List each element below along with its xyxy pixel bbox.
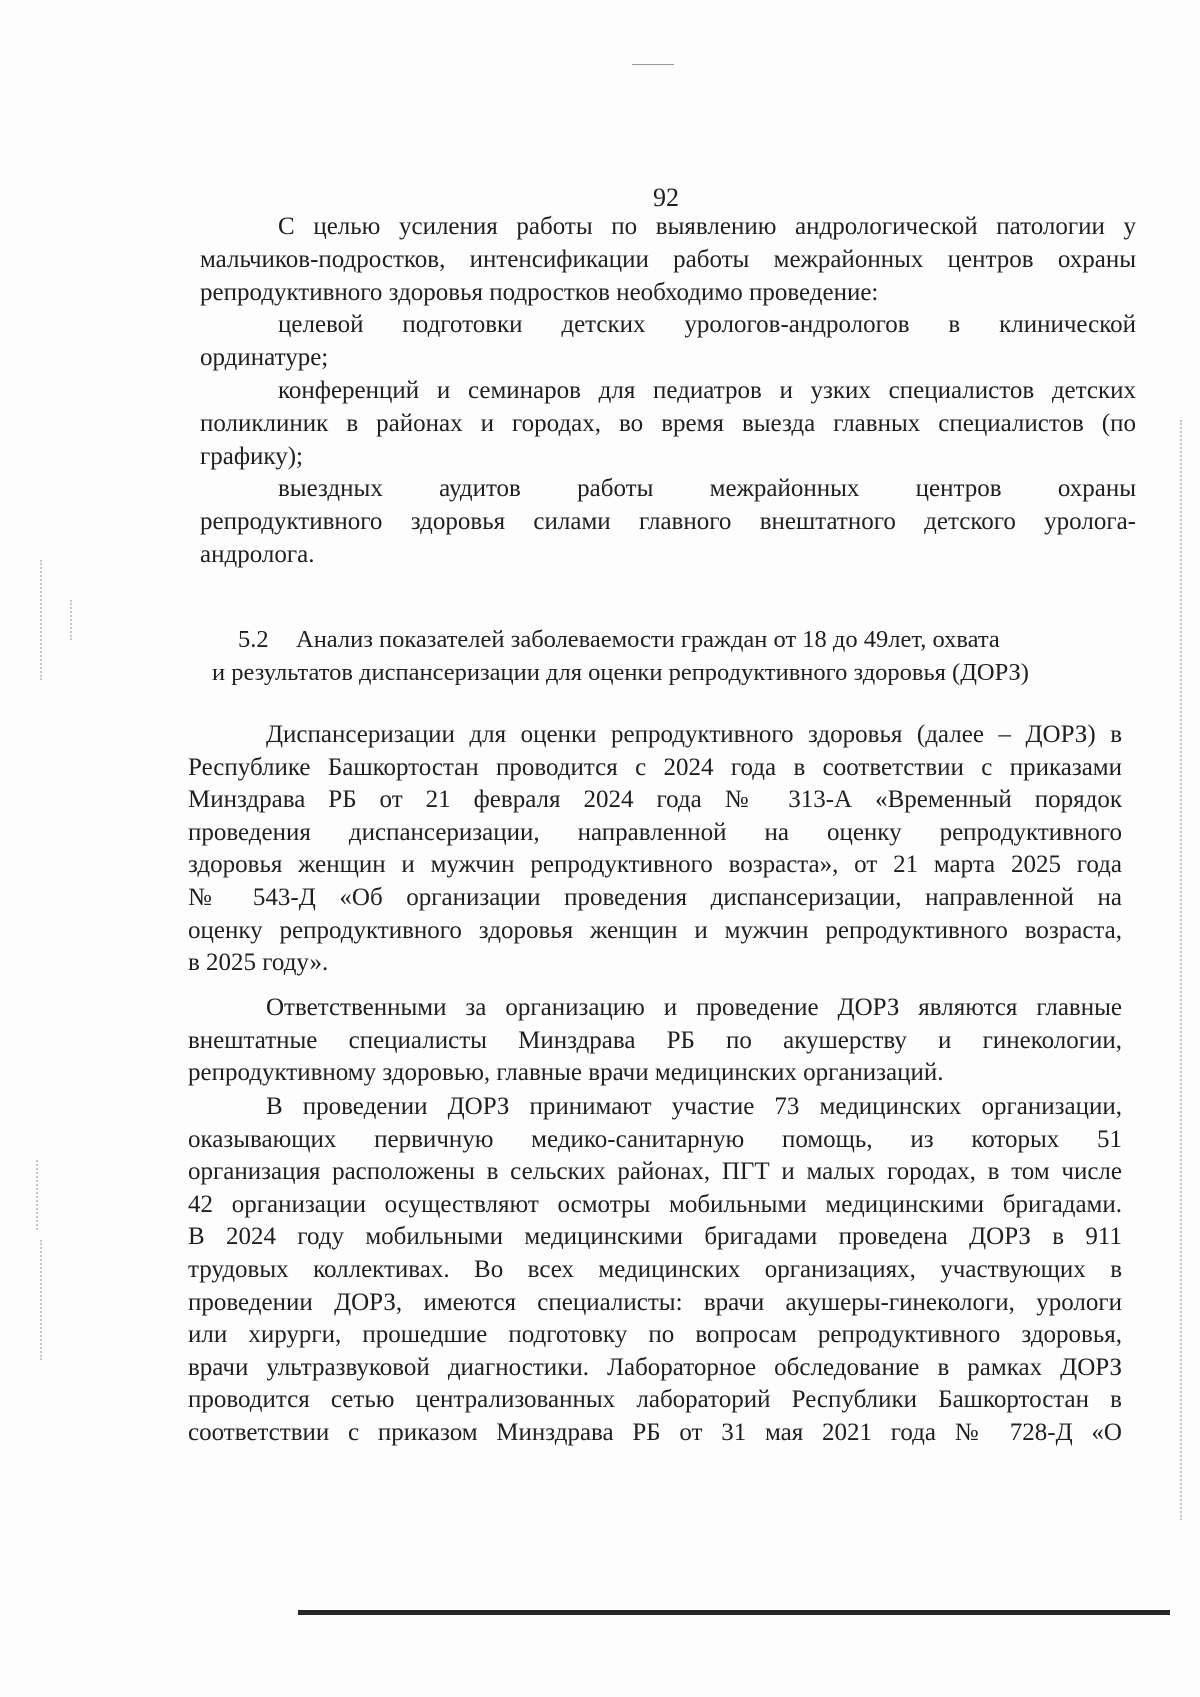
text-line: № 543-Д «Об организации проведения диспансеризации, направленной на: [188, 883, 1122, 911]
text-line: проводится сетью централизованных лабораторий Республики Башкортостан в: [188, 1386, 1122, 1414]
text-line: внештатные специалисты Минздрава РБ по акушерству и гинекологии,: [188, 1026, 1122, 1054]
section-number: 5.2: [238, 626, 269, 653]
intro-paragraph: [200, 473, 1136, 571]
text-line: конференций и семинаров для педиатров и узких специалистов детских: [278, 377, 1136, 404]
text-line: целевой подготовки детских урологов-андрологов в клинической: [278, 311, 1136, 338]
page-number: 92: [653, 183, 679, 212]
section-heading-line: [200, 623, 1136, 656]
text-line: организация расположены в сельских районах, ПГТ и малых городах, в том числе: [188, 1158, 1122, 1186]
text-line: андролога.: [200, 540, 315, 568]
text-line: поликлиник в районах и городах, во время выезда главных специалистов (по: [200, 409, 1136, 437]
text-line: В 2024 году мобильными медицинскими бригадами проведена ДОРЗ в 911: [188, 1223, 1122, 1251]
text-line: проведении ДОРЗ, имеются специалисты: врачи акушеры-гинекологи, урологи: [188, 1288, 1122, 1316]
text-line: С целью усиления работы по выявлению андрологической патологии у: [278, 213, 1136, 240]
text-line: здоровья женщин и мужчин репродуктивного возраста», от 21 марта 2025 года: [188, 851, 1122, 879]
text-line: мальчиков-подростков, интенсификации работы межрайонных центров охраны: [200, 245, 1136, 273]
text-line: репродуктивному здоровью, главные врачи медицинских организаций.: [188, 1059, 944, 1087]
intro-paragraph: [200, 211, 1136, 309]
top-rule: [632, 64, 674, 65]
scan-artifact: [36, 1160, 41, 1230]
footer-rule: [298, 1610, 1170, 1615]
text-line: репродуктивного здоровья подростков необходимо проведение:: [200, 278, 879, 306]
intro-paragraph: [200, 375, 1136, 473]
scan-artifact: [40, 560, 45, 680]
text-line: оказывающих первичную медико-санитарную помощь, из которых 51: [188, 1125, 1122, 1153]
section-title-line-2: и результатов диспансеризации для оценки репродуктивного здоровья (ДОРЗ): [212, 659, 1029, 686]
text-line: ординатуре;: [200, 343, 329, 371]
text-line: проведения диспансеризации, направленной на оценку репродуктивного: [188, 818, 1122, 846]
text-line: репродуктивного здоровья силами главного внештатного детского уролога-: [200, 507, 1136, 535]
intro-paragraph: [200, 309, 1136, 375]
text-line: врачи ультразвуковой диагностики. Лабораторное обследование в рамках ДОРЗ: [188, 1353, 1122, 1381]
text-line: графику);: [200, 442, 303, 470]
text-line: Ответственными за организацию и проведение ДОРЗ являются главные: [266, 994, 1122, 1021]
text-line: или хирурги, прошедшие подготовку по вопросам репродуктивного здоровья,: [188, 1321, 1122, 1349]
scan-artifact: [70, 600, 75, 640]
scan-artifact: [1180, 420, 1185, 1520]
section-title-line-1: Анализ показателей заболеваемости граждан от 18 до 49лет, охвата: [296, 626, 1000, 653]
text-line: 42 организации осуществляют осмотры мобильными медицинскими бригадами.: [188, 1190, 1122, 1218]
text-line: Республике Башкортостан проводится с 2024 года в соответствии с приказами: [188, 753, 1122, 781]
text-line: оценку репродуктивного здоровья женщин и мужчин репродуктивного возраста,: [188, 916, 1122, 944]
body-paragraph: [188, 1091, 1122, 1450]
body-paragraph: [188, 719, 1122, 980]
text-line: трудовых коллективах. Во всех медицинских организациях, участвующих в: [188, 1255, 1122, 1283]
text-line: в 2025 году».: [188, 949, 329, 977]
section-heading: [200, 623, 1136, 689]
body-paragraph: [188, 992, 1122, 1090]
scan-artifact: [40, 1240, 45, 1360]
text-line: Диспансеризации для оценки репродуктивного здоровья (далее – ДОРЗ) в: [266, 721, 1122, 748]
text-line: В проведении ДОРЗ принимают участие 73 медицинских организации,: [266, 1093, 1122, 1120]
text-line: Минздрава РБ от 21 февраля 2024 года № 313-А «Временный порядок: [188, 786, 1122, 814]
text-line: выездных аудитов работы межрайонных центров охраны: [278, 475, 1136, 502]
text-line: соответствии с приказом Минздрава РБ от 31 мая 2021 года № 728-Д «О: [188, 1418, 1122, 1446]
